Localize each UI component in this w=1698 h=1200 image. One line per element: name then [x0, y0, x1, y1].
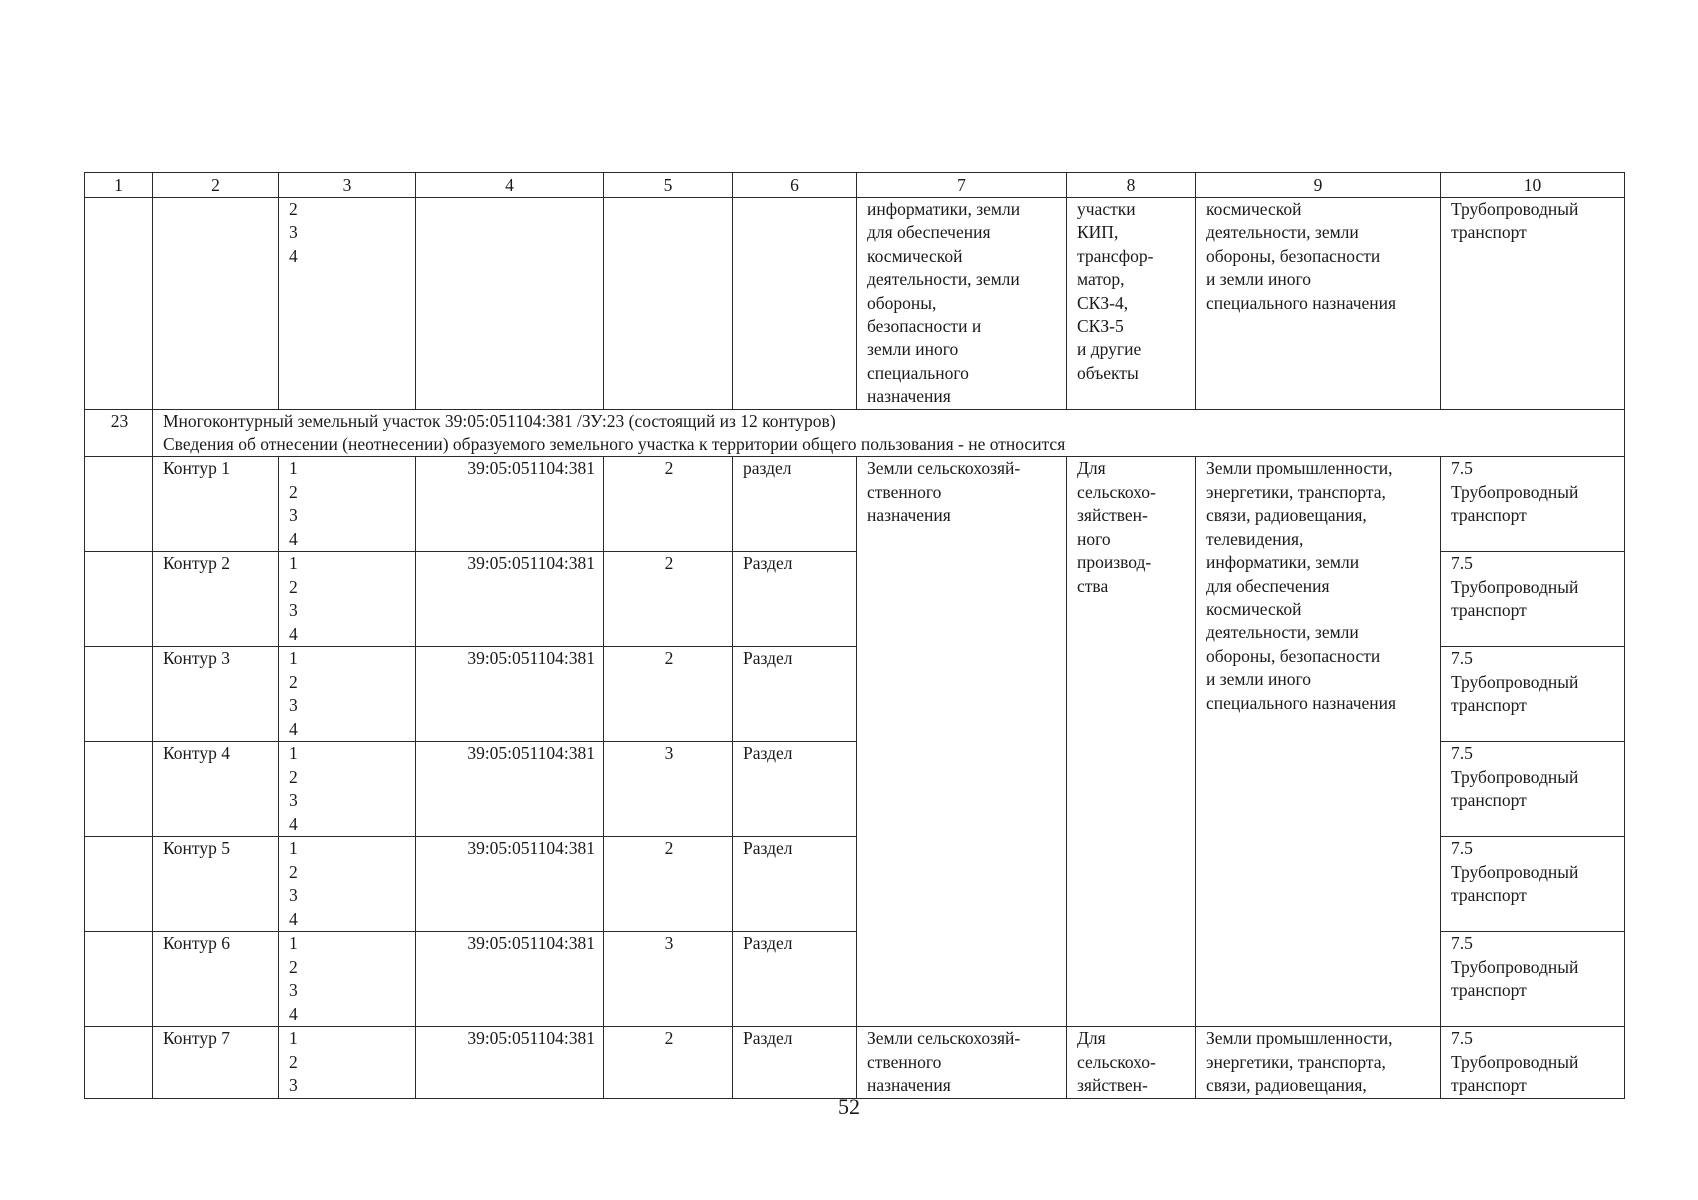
page-number: 52: [838, 1094, 860, 1119]
column-number: 7: [857, 173, 1067, 198]
item-23-row: [85, 409, 1625, 457]
land-category: информатики, земли для обеспечения космической деятельности, земли обороны, безопасности и земли иного специального назначения: [857, 198, 1067, 410]
column-5-value: 2: [604, 837, 733, 932]
cell-empty: [733, 198, 857, 410]
action: Раздел: [733, 932, 857, 1027]
new-permitted-use: 7.5 Трубопроводный транспорт: [1441, 932, 1625, 1027]
column-5-value: 3: [604, 932, 733, 1027]
cell-empty: [85, 837, 153, 932]
point-numbers: 1 2 3 4: [279, 742, 416, 837]
contour-name: Контур 4: [153, 742, 279, 837]
column-number: 4: [416, 173, 604, 198]
cell-empty: [153, 198, 279, 410]
new-permitted-use: 7.5 Трубопроводный транспорт: [1441, 837, 1625, 932]
point-numbers: 1 2 3: [279, 1027, 416, 1098]
new-land-category: Земли промышленности, энергетики, транспорта, связи, радиовещания,: [1196, 1027, 1441, 1098]
action: раздел: [733, 457, 857, 552]
column-5-value: 3: [604, 742, 733, 837]
column-5-value: 2: [604, 552, 733, 647]
point-numbers: 1 2 3 4: [279, 837, 416, 932]
cell-empty: [85, 742, 153, 837]
action: Раздел: [733, 1027, 857, 1098]
point-numbers: 1 2 3 4: [279, 457, 416, 552]
column-number: 5: [604, 173, 733, 198]
contour-name: Контур 5: [153, 837, 279, 932]
point-numbers: 1 2 3 4: [279, 647, 416, 742]
cell-empty: [85, 552, 153, 647]
land-plot-table: [84, 172, 1625, 1099]
action: Раздел: [733, 647, 857, 742]
item-23-description: [153, 409, 1625, 457]
action: Раздел: [733, 552, 857, 647]
column-5-value: 2: [604, 1027, 733, 1098]
cell-empty: [85, 457, 153, 552]
cadastral-number: 39:05:051104:381: [416, 647, 604, 742]
item-note: Сведения об отнесении (неотнесении) образуемого земельного участка к территории общего пользования - не относится: [163, 434, 1066, 455]
new-land-category: Земли промышленности, энергетики, транспорта, связи, радиовещания, телевидения, информатики, земли для обеспечения космической деятельности, земли обороны, безопасности и земли иного специального назначения: [1196, 457, 1441, 1027]
permitted-use-text: Для сельскохо- зяйствен-: [1067, 1027, 1196, 1098]
new-permitted-use: 7.5 Трубопроводный транспорт: [1441, 1027, 1625, 1098]
column-number: 8: [1067, 173, 1196, 198]
item-number: 23: [85, 409, 153, 457]
contour-name: Контур 1: [153, 457, 279, 552]
new-land-category: космической деятельности, земли обороны, безопасности и земли иного специального назначения: [1196, 198, 1441, 410]
column-number: 3: [279, 173, 416, 198]
contour-name: Контур 2: [153, 552, 279, 647]
cell-empty: [85, 198, 153, 410]
land-category: Земли сельскохозяй- ственного назначения: [857, 457, 1067, 1027]
new-permitted-use: 7.5 Трубопроводный транспорт: [1441, 457, 1625, 552]
point-numbers: 2 3 4: [279, 198, 416, 410]
column-number: 1: [85, 173, 153, 198]
action: Раздел: [733, 742, 857, 837]
contour-name: Контур 3: [153, 647, 279, 742]
point-numbers: 1 2 3 4: [279, 932, 416, 1027]
permitted-use-text: участки КИП, трансфор- матор, СКЗ-4, СКЗ-5 и другие объекты: [1067, 198, 1196, 410]
contour-name: Контур 6: [153, 932, 279, 1027]
new-permitted-use: 7.5 Трубопроводный транспорт: [1441, 647, 1625, 742]
cadastral-number: 39:05:051104:381: [416, 932, 604, 1027]
contour-row-7: [85, 1027, 1625, 1098]
column-number: 2: [153, 173, 279, 198]
new-permitted-use: 7.5 Трубопроводный транспорт: [1441, 552, 1625, 647]
continued-row: [85, 198, 1625, 410]
cadastral-number: 39:05:051104:381: [416, 1027, 604, 1098]
cadastral-number: 39:05:051104:381: [416, 552, 604, 647]
permitted-use-text: Для сельскохо- зяйствен- ного производ- ства: [1067, 457, 1196, 1027]
cell-empty: [416, 198, 604, 410]
new-permitted-use: Трубопроводный транспорт: [1441, 198, 1625, 410]
cell-empty: [604, 198, 733, 410]
cell-empty: [85, 932, 153, 1027]
column-number-row: [85, 173, 1625, 198]
cell-empty: [85, 1027, 153, 1098]
item-title: Многоконтурный земельный участок 39:05:051104:381 /ЗУ:23 (состоящий из 12 контуров): [163, 410, 836, 431]
column-5-value: 2: [604, 647, 733, 742]
cadastral-number: 39:05:051104:381: [416, 742, 604, 837]
column-number: 10: [1441, 173, 1625, 198]
cell-empty: [85, 647, 153, 742]
column-number: 9: [1196, 173, 1441, 198]
land-category: Земли сельскохозяй- ственного назначения: [857, 1027, 1067, 1098]
contour-name: Контур 7: [153, 1027, 279, 1098]
column-number: 6: [733, 173, 857, 198]
cadastral-number: 39:05:051104:381: [416, 457, 604, 552]
contour-row-1: [85, 457, 1625, 552]
action: Раздел: [733, 837, 857, 932]
cadastral-number: 39:05:051104:381: [416, 837, 604, 932]
column-5-value: 2: [604, 457, 733, 552]
new-permitted-use: 7.5 Трубопроводный транспорт: [1441, 742, 1625, 837]
point-numbers: 1 2 3 4: [279, 552, 416, 647]
